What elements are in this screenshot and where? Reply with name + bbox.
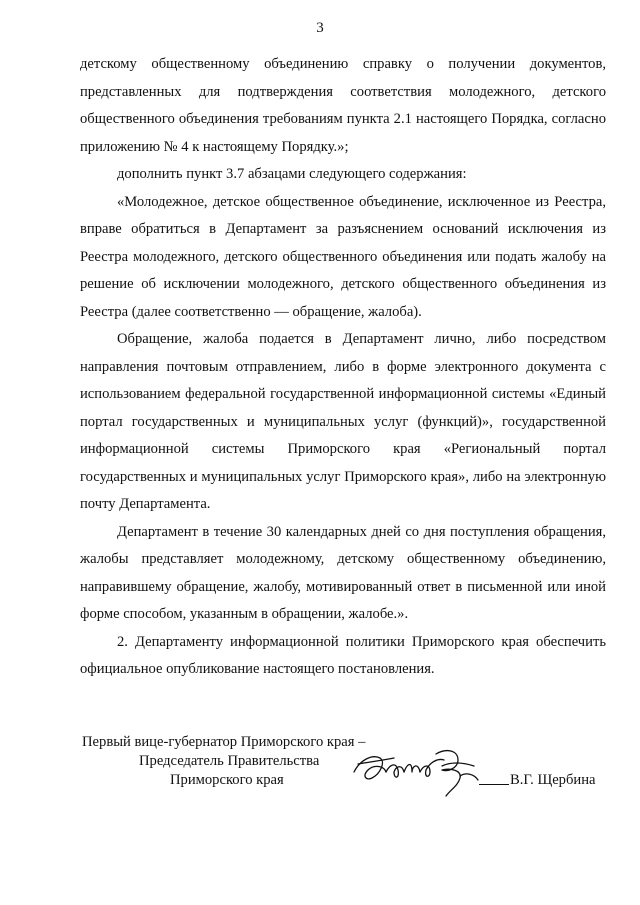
page-number: 3	[316, 20, 324, 36]
paragraph-amendment-intro: дополнить пункт 3.7 абзацами следующего содержания:	[117, 166, 467, 182]
signatory-title-line-1: Первый вице-губернатор Приморского края –	[82, 734, 366, 750]
paragraph-exclusion-appeal: «Молодежное, детское общественное объединение, исключенное из Реестра, вправе обратиться в Департамент за разъяснением оснований исключения из Реестра молодежного, детского общественного объединения или подать жалобу на решение об исключении молодежного, детского общественного объединения из Реестра (далее соответственно — обращение, жалоба).	[80, 193, 606, 320]
signatory-name: В.Г. Щербина	[510, 772, 596, 788]
document-body	[80, 51, 606, 684]
paragraph-submission-method: Обращение, жалоба подается в Департамент лично, либо посредством направления почтовым отправлением, либо в форме электронного документа с использованием федеральной государственной информационной системы «Единый портал государственных и муниципальных услуг (функций)», государственной информационной системы Приморского края «Региональный портал государственных и муниципальных услуг Приморского края», либо на электронную почту Департамента.	[80, 331, 606, 512]
handwritten-signature-icon	[350, 742, 490, 798]
paragraph-publication-order: 2. Департаменту информационной политики Приморского края обеспечить официальное опубликование настоящего постановления.	[80, 633, 606, 677]
paragraph-response-deadline: Департамент в течение 30 календарных дней со дня поступления обращения, жалобы представляет молодежному, детскому общественному объединению, направившему обращение, жалобу, мотивированный ответ в письменной или иной форме способом, указанным в обращении, жалобе.».	[80, 523, 606, 622]
signatory-title-line-3: Приморского края	[170, 772, 284, 788]
signature-dash	[479, 784, 509, 785]
signatory-title-line-2: Председатель Правительства	[139, 753, 320, 769]
paragraph-continuation: детскому общественному объединению справку о получении документов, представленных для подтверждения соответствия молодежного, детского общественного объединения требованиям пункта 2.1 настоящего Порядка, согласно приложению № 4 к настоящему Порядку.»;	[80, 56, 606, 155]
